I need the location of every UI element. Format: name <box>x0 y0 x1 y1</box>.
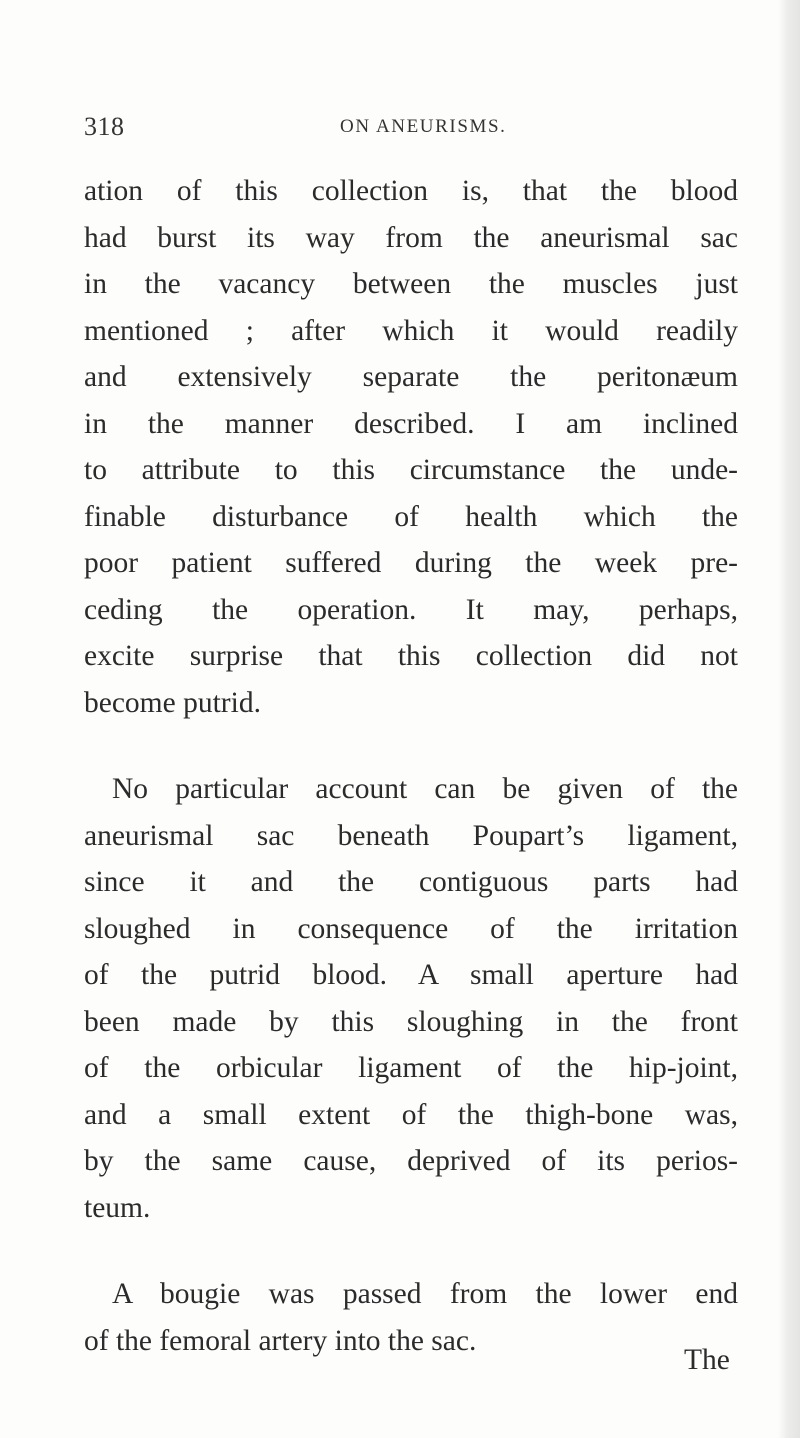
text-line: been made by this sloughing in the front <box>84 1005 738 1038</box>
text-line: and a small extent of the thigh-bone was, <box>84 1098 738 1131</box>
text-line: aneurismal sac beneath Poupart’s ligament, <box>84 819 738 852</box>
text-line: ation of this collection is, that the blood <box>84 175 738 207</box>
paragraph-2 <box>84 766 738 1231</box>
catchword: The <box>684 1344 730 1376</box>
text-line: to attribute to this circumstance the unde- <box>84 454 738 486</box>
text-line: sloughed in consequence of the irritation <box>84 912 738 945</box>
text-line: by the same cause, deprived of its perios- <box>84 1145 738 1177</box>
running-head: ON ANEURISMS. <box>340 116 507 137</box>
paragraph-gap <box>84 726 738 766</box>
text-line: finable disturbance of health which the <box>84 500 738 533</box>
text-line: of the femoral artery into the sac. <box>84 1324 477 1357</box>
paragraph-gap <box>84 1231 738 1271</box>
text-line: excite surprise that this collection did not <box>84 640 738 672</box>
text-line: poor patient suffered during the week pre- <box>84 547 738 579</box>
text-line: had burst its way from the aneurismal sac <box>84 221 738 254</box>
page-number: 318 <box>84 112 125 141</box>
body-text <box>84 168 738 1364</box>
page-header <box>84 112 744 142</box>
text-line: since it and the contiguous parts had <box>84 866 738 898</box>
text-line: teum. <box>84 1191 151 1224</box>
text-line: of the orbicular ligament of the hip-joint, <box>84 1052 738 1084</box>
text-line: ceding the operation. It may, perhaps, <box>84 593 738 626</box>
page-edge-shadow <box>778 0 800 1438</box>
paragraph-3 <box>84 1271 738 1364</box>
text-line: in the manner described. I am inclined <box>84 407 738 440</box>
text-line: No particular account can be given of the <box>112 773 738 805</box>
paragraph-1 <box>84 168 738 726</box>
text-line: A bougie was passed from the lower end <box>112 1278 738 1310</box>
text-line: mentioned ; after which it would readily <box>84 314 738 347</box>
text-line: and extensively separate the peritonæum <box>84 361 738 393</box>
text-line: in the vacancy between the muscles just <box>84 268 738 300</box>
text-line: of the putrid blood. A small aperture had <box>84 959 738 991</box>
text-line: become putrid. <box>84 686 261 719</box>
